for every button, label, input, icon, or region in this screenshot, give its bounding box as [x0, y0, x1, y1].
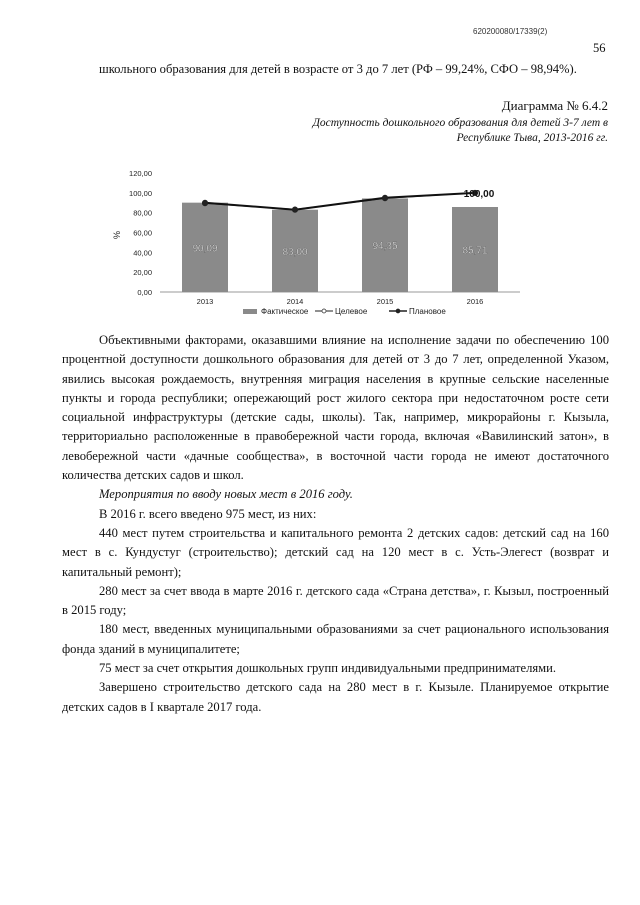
body-text: [62, 331, 609, 717]
paragraph-total: В 2016 г. всего введено 975 мест, из них:: [99, 506, 317, 521]
legend-label: Фактическое: [261, 307, 309, 316]
line-planned: [205, 193, 475, 210]
intro-paragraph: школьного образования для детей в возрасте от 3 до 7 лет (РФ – 99,24%, СФО – 98,94%).: [99, 62, 577, 76]
line-point: [292, 207, 297, 212]
bar-value-label: 90,09: [192, 243, 218, 255]
paragraph-factors: Объективными факторами, оказавшими влияние на исполнение задачи по обеспечению 100 процентной доступности дошкольного образования для детей от 3 до 7 лет, определенной Указом, явились высокая рождаемость, внутренняя миграция населения в крупные сельские населенные пункты и города республики; опережающий рост жилого сектора при недостаточном росте сети социальной инфраструктуры (детские сады, школы). Так, например, микрорайоны г. Кызыла, территориально расположенные в правобережной части города, включая «Вавилинский затон», в левобережной части «дачные сообщества», в восточной части города не имеют достаточного количества детских садов и школ.: [62, 333, 609, 483]
y-tick-label: 0,00: [137, 288, 152, 297]
availability-chart: [100, 163, 530, 323]
end-value-label: 100,00: [463, 188, 495, 200]
diagram-title: Диаграмма № 6.4.2: [501, 98, 608, 113]
paragraph-private-groups: 75 мест за счет открытия дошкольных групп индивидуальными предпринимателями.: [99, 661, 557, 676]
page-number: 56: [593, 41, 606, 55]
y-tick-label: 120,00: [129, 169, 152, 178]
line-point: [202, 200, 207, 205]
bar-value-label: 94,35: [372, 241, 398, 253]
x-tick-label: 2014: [286, 297, 304, 306]
y-tick-label: 40,00: [133, 248, 152, 258]
paragraph-strana-detstva: 280 мест за счет ввода в марте 2016 г. детского сада «Страна детства», г. Кызыл, построенный в 2015 году;: [62, 583, 609, 618]
legend-label: Целевое: [335, 307, 368, 316]
legend-swatch-actual: [243, 309, 257, 314]
legend-marker: [396, 309, 400, 313]
y-tick-label: 100,00: [129, 188, 152, 198]
y-tick-label: 60,00: [133, 228, 152, 238]
line-point: [382, 195, 387, 200]
bar-value-label: 83,00: [282, 246, 308, 258]
x-tick-label: 2015: [376, 297, 394, 306]
x-tick-label: 2016: [466, 297, 484, 306]
y-tick-label: 80,00: [133, 208, 152, 218]
bar-value-label: 85,71: [462, 245, 488, 257]
paragraph-construction: 440 мест путем строительства и капитального ремонта 2 детских садов: детский сад на 160 мест в с. Кундустуг (строительство); детский сад на 120 мест в с. Усть-Элегест (возврат и капитальный ремонт);: [62, 525, 609, 579]
legend-marker: [322, 309, 326, 313]
y-tick-label: 20,00: [133, 268, 152, 278]
document-id: 620200080/17339(2): [473, 27, 548, 36]
y-axis-label: %: [112, 230, 122, 240]
paragraph-completed: Завершено строительство детского сада на 280 мест в г. Кызыле. Планируемое открытие детских садов в I квартале 2017 года.: [62, 680, 609, 714]
paragraph-measures-heading: Мероприятия по вводу новых мест в 2016 году.: [99, 487, 353, 502]
paragraph-municipal: 180 мест, введенных муниципальными образованиями за счет рационального использования фонда зданий в муниципалитете;: [62, 622, 609, 656]
diagram-subtitle: Доступность дошкольного образования для детей 3-7 лет в Республике Тыва, 2013-2016 гг.: [312, 117, 608, 144]
legend-label: Плановое: [409, 307, 446, 316]
x-tick-label: 2013: [196, 297, 214, 306]
